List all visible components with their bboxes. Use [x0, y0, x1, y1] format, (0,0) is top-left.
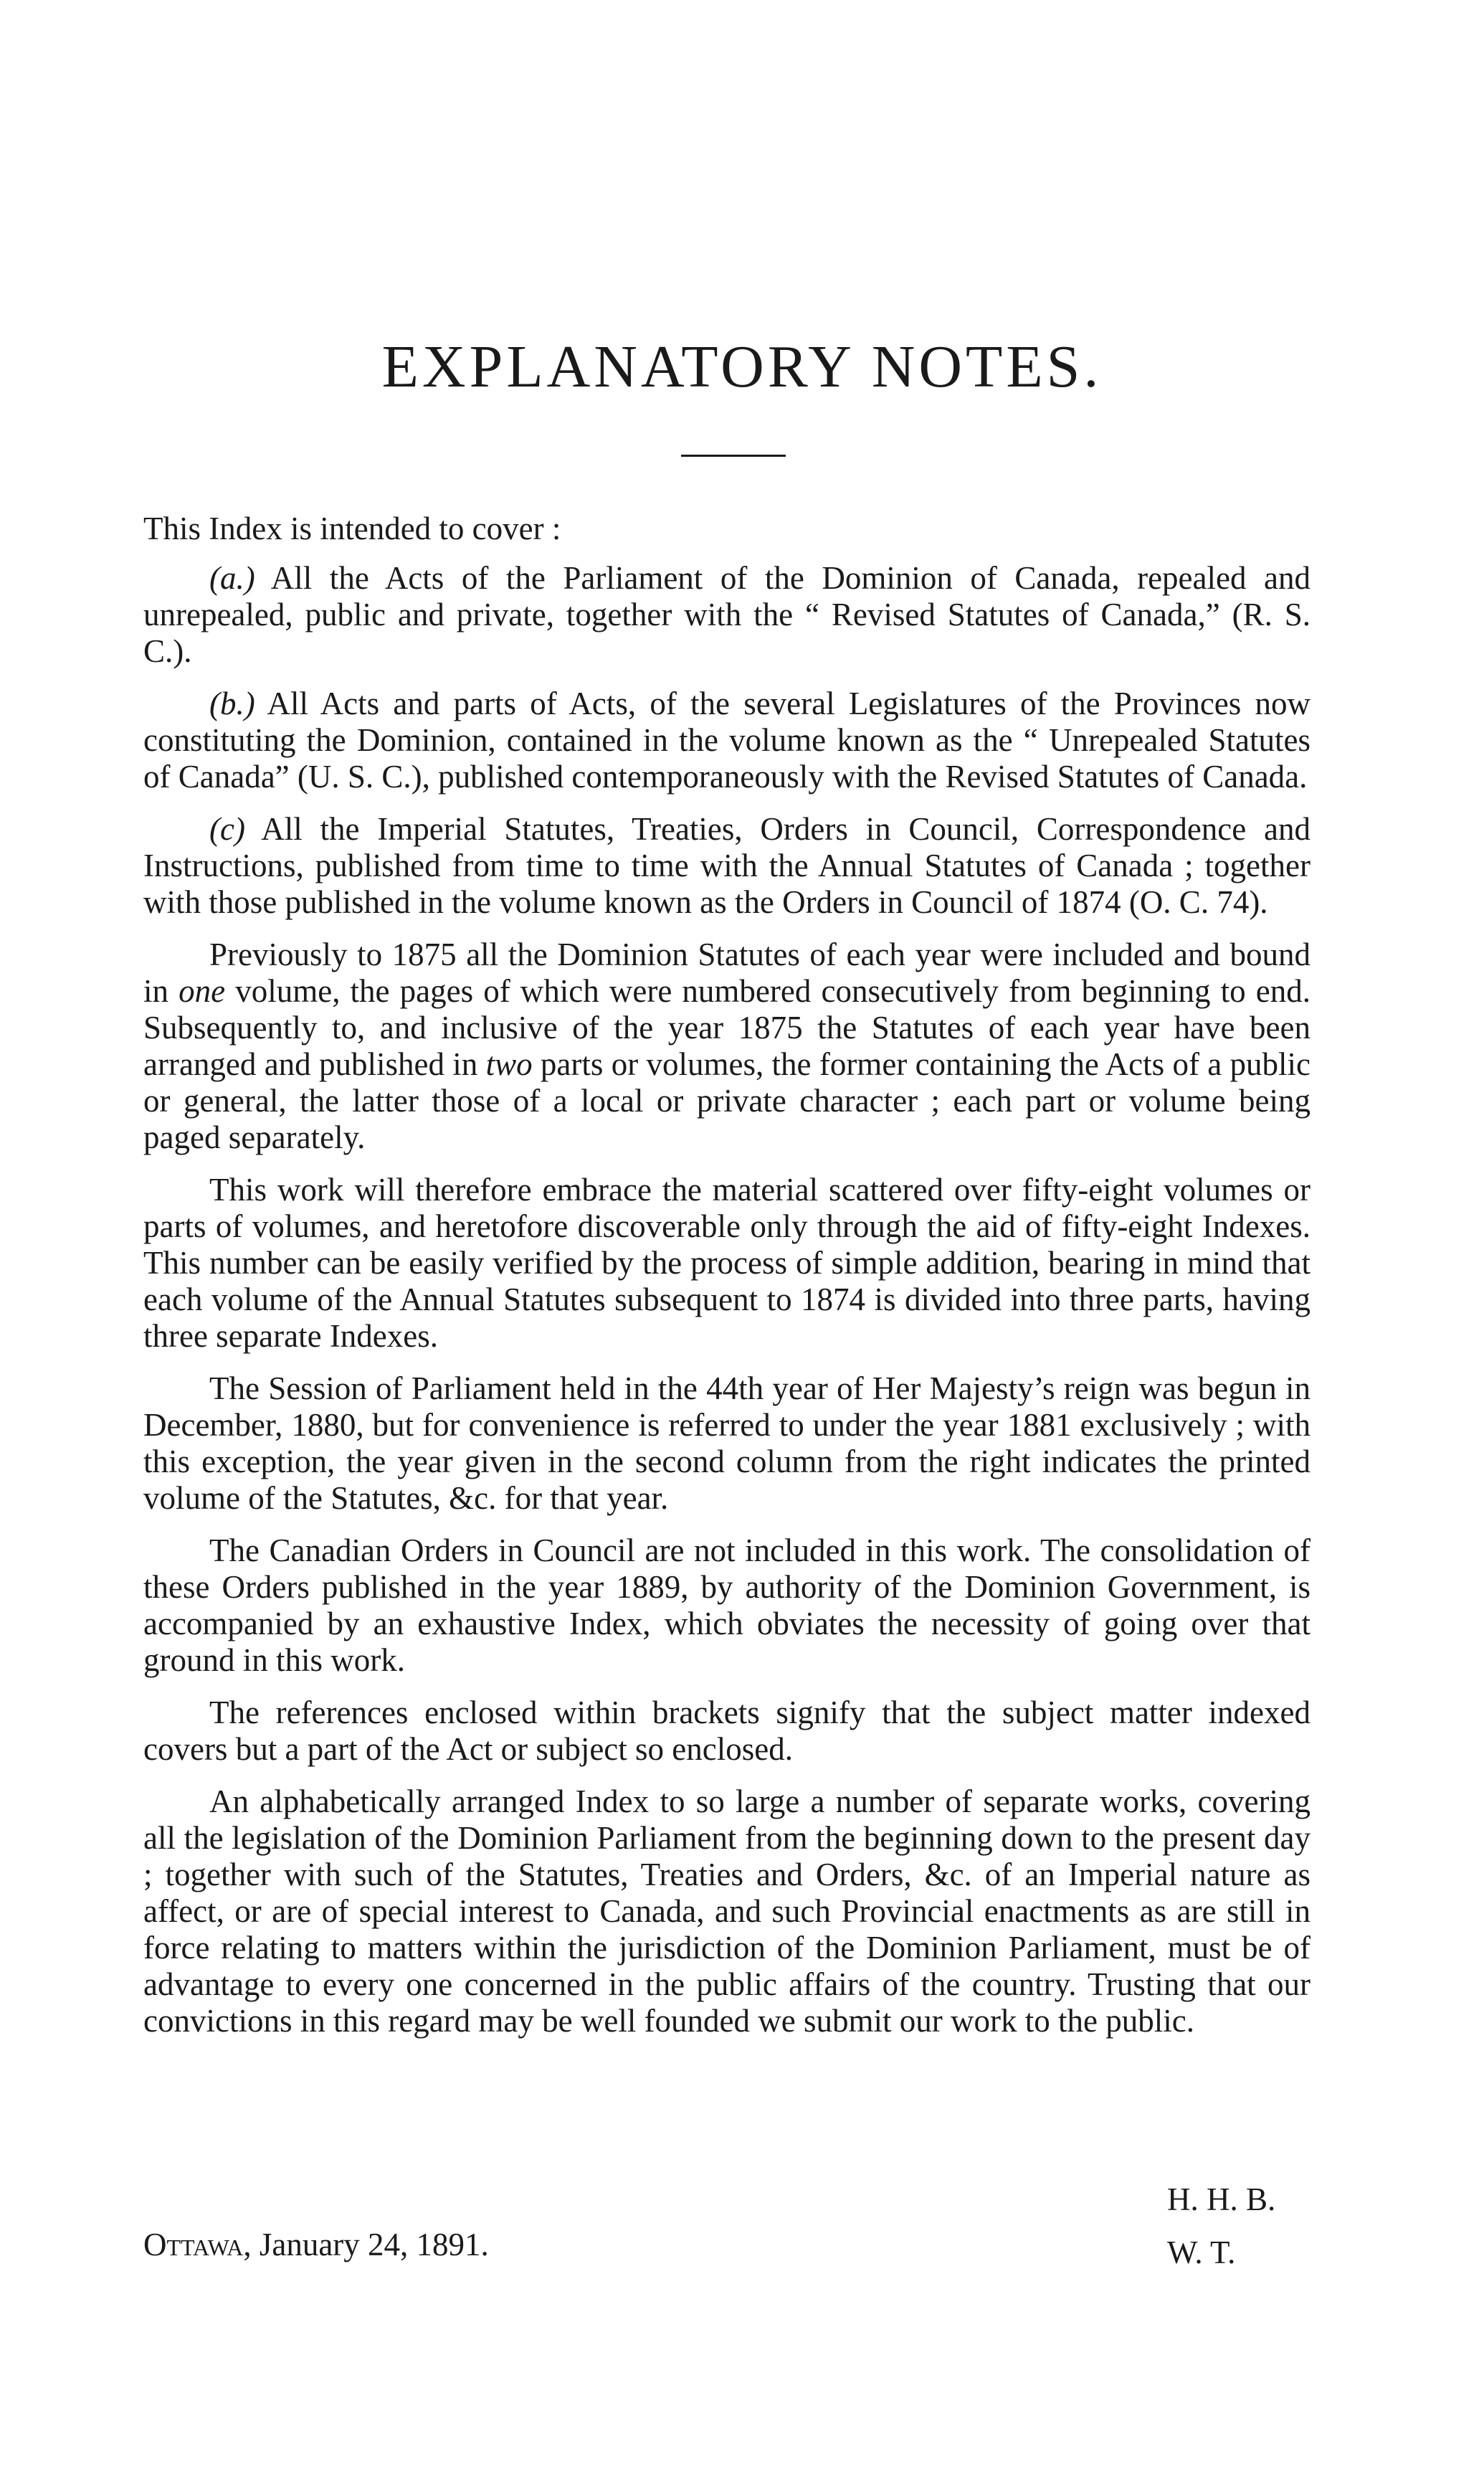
emphasis-one: one: [179, 973, 226, 1009]
item-text: All the Acts of the Parliament of the Dominion of Canada, repealed and unrepealed, public and private, together with the “ Revised Statutes of Canada,” (R. S. C.).: [143, 560, 1311, 669]
place-name: Ottawa: [143, 2227, 244, 2262]
signatory-initials: W. T.: [1167, 2235, 1236, 2270]
date-text: , January 24, 1891.: [243, 2227, 489, 2262]
text-segment: Previously to 1875 all the Dominion Statutes of each year were included and bound in: [143, 937, 1311, 1009]
item-c-paragraph: [143, 811, 1311, 921]
text-segment: parts or volumes, the former containing the Acts of a public or general, the latter those of a local or private character ; each part or volume being paged separately.: [143, 1046, 1311, 1155]
closing-paragraph: An alphabetically arranged Index to so large a number of separate works, covering all the legislation of the Dominion Parliament from the beginning down to the present day ; together with such of the Statutes, Treaties and Orders, &c. of an Imperial nature as affect, or are of special interest to Canada, and such Provincial enactments as are still in force relating to matters within the jurisdiction of the Dominion Parliament, must be of advantage to every one concerned in the public affairs of the country. Trusting that our convictions in this regard may be well founded we submit our work to the public.: [143, 1783, 1311, 2039]
page-title: EXPLANATORY NOTES.: [381, 333, 1103, 400]
title-divider: [681, 455, 786, 457]
orders-paragraph: The Canadian Orders in Council are not included in this work. The consolidation of these Orders published in the year 1889, by authority of the Dominion Government, is accompanied by an exhaustive Index, which obviates the necessity of going over that ground in this work.: [143, 1532, 1311, 1678]
notes-body: [143, 511, 1311, 2055]
signature-block: [1167, 2173, 1275, 2279]
item-text: All Acts and parts of Acts, of the several Legislatures of the Provinces now constituting the Dominion, contained in the volume known as the “ Unrepealed Statutes of Canada” (U. S. C.), published contemporaneously with the Revised Statutes of Canada.: [143, 686, 1311, 795]
item-a-paragraph: [143, 560, 1311, 670]
volumes-paragraph: [143, 937, 1311, 1156]
intro-paragraph: This Index is intended to cover :: [143, 511, 561, 546]
item-label: (a.): [209, 560, 255, 596]
session-paragraph: The Session of Parliament held in the 44th year of Her Majesty’s reign was begun in December, 1880, but for convenience is referred to under the year 1881 exclusively ; with this exception, the year given in the second column from the right indicates the printed volume of the Statutes, &c. for that year.: [143, 1370, 1311, 1516]
emphasis-two: two: [485, 1046, 533, 1082]
text-segment: volume, the pages of which were numbered consecutively from beginning to end. Subsequently to, and inclusive of the year 1875 the Statutes of each year have been arranged and published in: [143, 973, 1311, 1082]
item-b-paragraph: [143, 686, 1311, 795]
signatory-initials: H. H. B.: [1167, 2181, 1276, 2217]
scope-paragraph: This work will therefore embrace the material scattered over fifty-eight volumes or parts of volumes, and heretofore discoverable only through the aid of fifty-eight Indexes. This number can be easily verified by the process of simple addition, bearing in mind that each volume of the Annual Statutes subsequent to 1874 is divided into three parts, having three separate Indexes.: [143, 1172, 1311, 1354]
place-and-date: [143, 2227, 489, 2263]
item-label: (b.): [209, 686, 255, 721]
item-label: (c): [209, 811, 245, 847]
brackets-paragraph: The references enclosed within brackets signify that the subject matter indexed covers but a part of the Act or subject so enclosed.: [143, 1695, 1311, 1767]
item-text: All the Imperial Statutes, Treaties, Orders in Council, Correspondence and Instructions, published from time to time with the Annual Statutes of Canada ; together with those published in the volume known as the Orders in Council of 1874 (O. C. 74).: [143, 811, 1311, 920]
